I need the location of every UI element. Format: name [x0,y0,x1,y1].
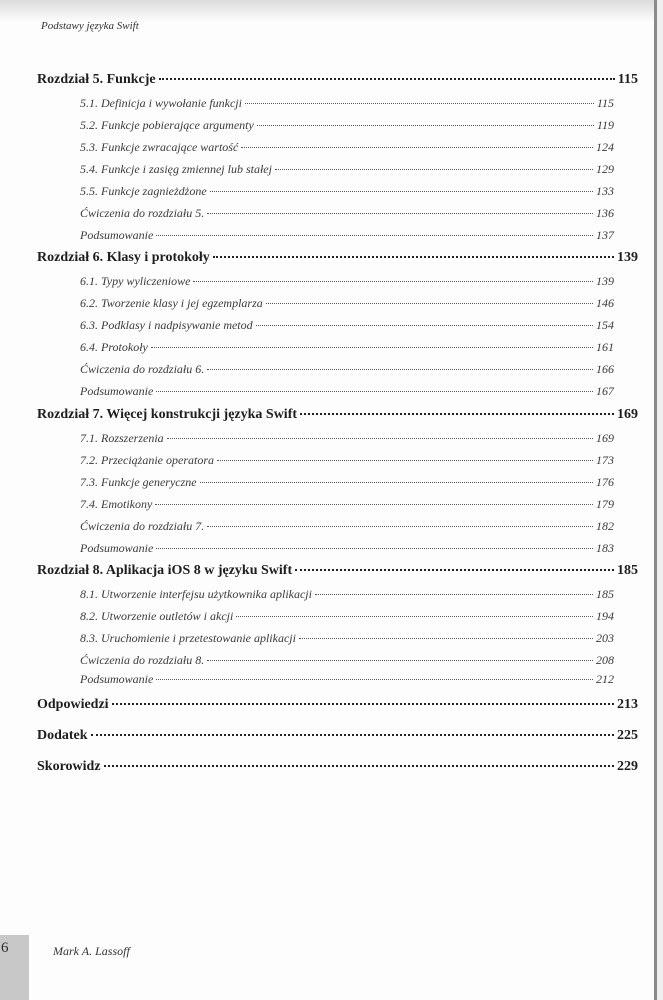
toc-section [80,519,614,534]
dot-leader [91,734,614,736]
dot-leader [167,438,593,439]
dot-leader [275,169,593,170]
toc-entry-title: Rozdział 7. Więcej konstrukcji języka Swift [37,407,298,422]
toc-entry-page: 136 [596,206,614,220]
toc-entry-page: 212 [596,672,614,686]
toc-chapter [37,72,638,88]
dot-leader [256,325,593,326]
dot-leader [207,526,593,527]
dot-leader [236,616,593,617]
toc-entry-page: 229 [617,759,638,774]
toc-chapter [37,250,638,266]
dot-leader [151,347,593,348]
toc-entry-page: 139 [617,250,638,265]
toc-entry-title: 5.1. Definicja i wywołanie funkcji [80,96,242,110]
toc-entry-page: 203 [596,631,614,645]
toc-entry-page: 119 [596,118,614,132]
toc-entry-title: Rozdział 6. Klasy i protokoły [37,250,210,265]
dot-leader [156,391,593,392]
dot-leader [295,569,614,571]
toc-entry-title: 7.2. Przeciążanie operatora [80,453,214,467]
dot-leader [156,548,593,549]
toc-entry-title: 7.4. Emotikony [80,497,153,511]
toc-section [80,118,614,133]
toc-section [80,228,614,243]
dot-leader [300,413,614,415]
toc-section [80,206,614,221]
dot-leader [213,256,614,258]
toc-section [80,541,614,556]
toc-section [80,431,614,446]
dot-leader [315,594,593,595]
toc-section [80,384,614,399]
dot-leader [266,303,593,304]
toc-entry-page: 173 [596,453,614,467]
toc-entry-title: 5.2. Funkcje pobierające argumenty [80,118,254,132]
toc-section [80,274,614,289]
toc-entry-page: 169 [617,407,638,422]
toc-entry-title: 8.2. Utworzenie outletów i akcji [80,609,234,623]
toc-section [80,318,614,333]
toc-entry-title: Podsumowanie [80,384,154,398]
toc-chapter [37,728,638,744]
page-number: 6 [1,940,9,956]
toc-entry-page: 129 [596,162,614,176]
toc-section [80,653,614,668]
toc-entry-title: 7.1. Rozszerzenia [80,431,164,445]
toc-entry-title: 5.3. Funkcje zwracające wartość [80,140,239,154]
toc-section [80,184,614,199]
toc-section [80,453,614,468]
toc-chapter [37,407,638,423]
toc-entry-title: Rozdział 5. Funkcje [37,72,156,87]
toc-entry-page: 124 [596,140,614,154]
toc-entry-title: Podsumowanie [80,672,154,686]
dot-leader [207,213,593,214]
toc-section [80,497,614,512]
toc-entry-title: 8.1. Utworzenie interfejsu użytkownika aplikacji [80,587,312,601]
toc-entry-page: 137 [596,228,614,242]
toc-entry-page: 161 [596,340,614,354]
toc-entry-page: 139 [596,274,614,288]
toc-section [80,96,614,111]
toc-section [80,140,614,155]
toc-entry-page: 167 [596,384,614,398]
toc-chapter [37,563,638,579]
toc-entry-title: 6.3. Podklasy i nadpisywanie metod [80,318,253,332]
toc-section [80,672,614,687]
toc-entry-title: Podsumowanie [80,541,154,555]
toc-entry-page: 194 [596,609,614,623]
toc-entry-page: 115 [617,72,638,87]
dot-leader [200,482,593,483]
toc-section [80,340,614,355]
toc-section [80,587,614,602]
dot-leader [112,703,614,705]
toc-section [80,631,614,646]
toc-entry-page: 213 [617,697,638,712]
toc-entry-title: Rozdział 8. Aplikacja iOS 8 w języku Swift [37,563,293,578]
dot-leader [156,235,593,236]
toc-entry-title: Skorowidz [37,759,101,774]
toc-entry-title: 6.4. Protokoły [80,340,148,354]
toc-entry-page: 225 [617,728,638,743]
page-edge [657,0,663,1000]
toc-entry-page: 115 [596,96,614,110]
dot-leader [155,504,593,505]
dot-leader [241,147,593,148]
toc-entry-title: Ćwiczenia do rozdziału 6. [80,362,205,376]
toc-entry-title: 6.2. Tworzenie klasy i jej egzemplarza [80,296,263,310]
toc-entry-title: Ćwiczenia do rozdziału 7. [80,519,205,533]
toc-entry-title: 8.3. Uruchomienie i przetestowanie aplikacji [80,631,296,645]
toc-entry-page: 146 [596,296,614,310]
dot-leader [104,765,614,767]
toc-entry-page: 185 [596,587,614,601]
dot-leader [245,103,594,104]
toc-entry-page: 166 [596,362,614,376]
footer-author: Mark A. Lassoff [53,944,130,958]
toc-entry-title: Dodatek [37,728,88,743]
toc-entry-page: 182 [596,519,614,533]
toc-section [80,296,614,311]
dot-leader [156,679,593,680]
toc-entry-title: 7.3. Funkcje generyczne [80,475,197,489]
toc-section [80,162,614,177]
dot-leader [257,125,594,126]
scan-shadow [0,0,663,22]
dot-leader [299,638,593,639]
page-edge-line [654,0,657,1000]
toc-entry-page: 176 [596,475,614,489]
toc-entry-page: 208 [596,653,614,667]
toc-section [80,609,614,624]
toc-chapter [37,759,638,775]
dot-leader [217,460,593,461]
toc-entry-page: 179 [596,497,614,511]
toc-entry-title: Odpowiedzi [37,697,109,712]
toc-entry-page: 154 [596,318,614,332]
dot-leader [207,369,593,370]
dot-leader [207,660,593,661]
toc-entry-title: Ćwiczenia do rozdziału 5. [80,206,205,220]
toc-entry-page: 183 [596,541,614,555]
toc-entry-title: Podsumowanie [80,228,154,242]
toc-entry-page: 133 [596,184,614,198]
toc-entry-title: 5.4. Funkcje i zasięg zmiennej lub stałej [80,162,272,176]
toc-section [80,362,614,377]
running-header: Podstawy języka Swift [41,20,139,32]
toc-entry-page: 169 [596,431,614,445]
toc-entry-page: 185 [617,563,638,578]
dot-leader [159,78,615,80]
toc-entry-title: 6.1. Typy wyliczeniowe [80,274,191,288]
dot-leader [210,191,593,192]
dot-leader [193,281,593,282]
toc-chapter [37,697,638,713]
toc-entry-title: Ćwiczenia do rozdziału 8. [80,653,205,667]
toc-section [80,475,614,490]
toc-entry-title: 5.5. Funkcje zagnieżdżone [80,184,207,198]
